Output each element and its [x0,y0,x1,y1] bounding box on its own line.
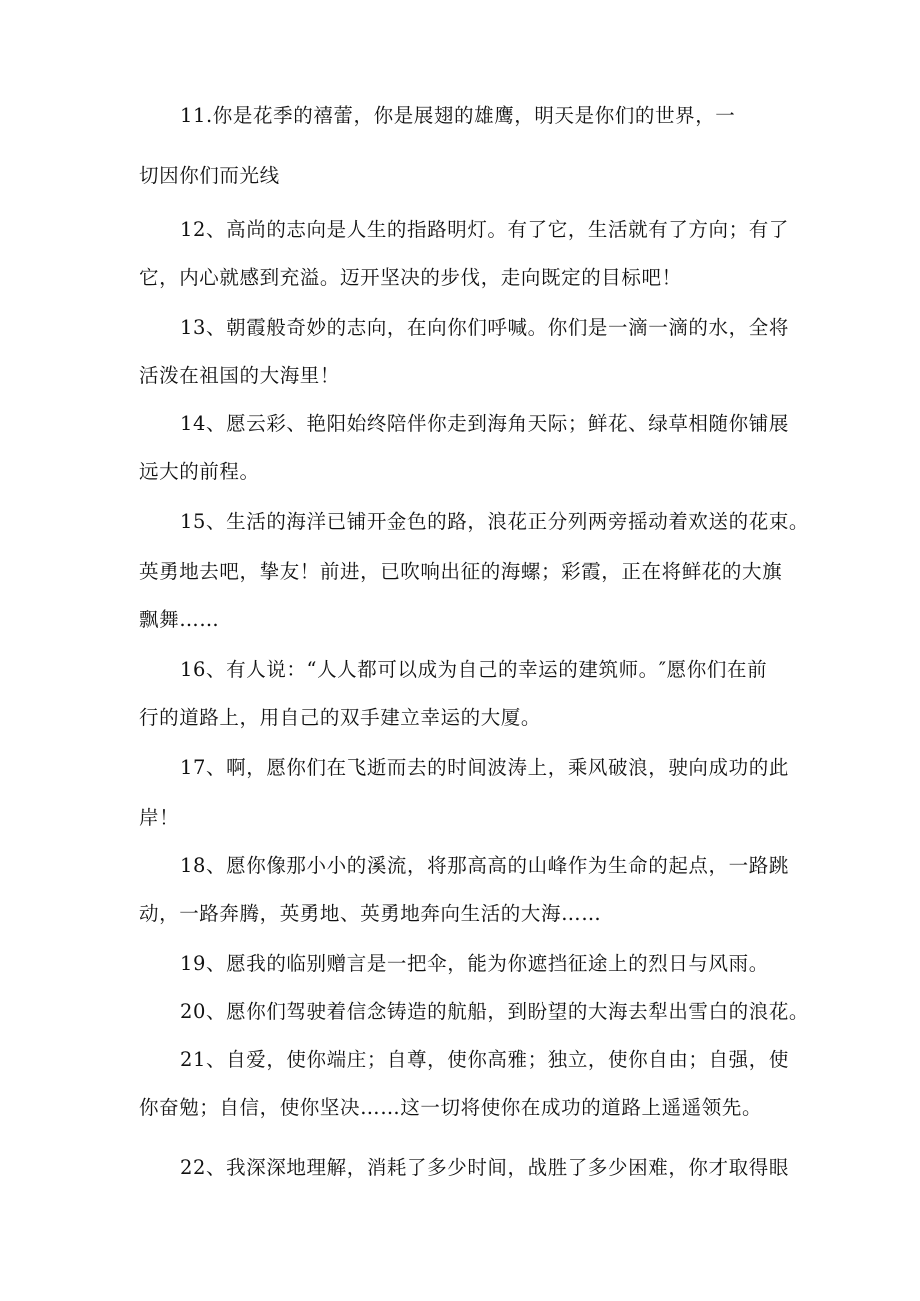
paragraph-12-line-1: 12、高尚的志向是人生的指路明灯。有了它，生活就有了方向；有了 [180,218,789,241]
paragraph-18-line-1: 18、愿你像那小小的溪流，将那高高的山峰作为生命的起点，一路跳 [180,854,789,877]
paragraph-15-line-3: 飘舞…… [139,608,220,631]
paragraph-11-line-2: 切因你们而光线 [139,164,280,187]
paragraph-18-line-2: 动，一路奔腾，英勇地、英勇地奔向生活的大海…… [139,902,602,925]
paragraph-22-line-1: 22、我深深地理解，消耗了多少时间，战胜了多少困难，你才取得眼 [180,1156,789,1179]
paragraph-20-line-1: 20、愿你们驾驶着信念铸造的航船，到盼望的大海去犁出雪白的浪花。 [180,1000,810,1023]
paragraph-19-line-1: 19、愿我的临别赠言是一把伞，能为你遮挡征途上的烈日与风雨。 [180,952,769,975]
paragraph-21-line-2: 你奋勉；自信，使你坚决……这一切将使你在成功的道路上遥遥领先。 [139,1096,763,1119]
paragraph-14-line-1: 14、愿云彩、艳阳始终陪伴你走到海角天际；鲜花、绿草相随你铺展 [180,412,789,435]
paragraph-14-line-2: 远大的前程。 [139,460,260,483]
paragraph-17-line-2: 岸！ [139,806,180,829]
paragraph-21-line-1: 21、自爱，使你端庄；自尊，使你高雅；独立，使你自由；自强，使 [180,1048,789,1071]
paragraph-17-line-1: 17、啊，愿你们在飞逝而去的时间波涛上，乘风破浪，驶向成功的此 [180,756,789,779]
paragraph-13-line-2: 活泼在祖国的大海里！ [139,364,341,387]
paragraph-13-line-1: 13、朝霞般奇妙的志向，在向你们呼喊。你们是一滴一滴的水，全将 [180,316,789,339]
paragraph-11-line-1: 11.你是花季的禧蕾，你是展翅的雄鹰，明天是你们的世界，一 [180,104,736,127]
paragraph-12-line-2: 它，内心就感到充溢。迈开坚决的步伐，走向既定的目标吧！ [139,266,682,289]
paragraph-16-line-2: 行的道路上，用自己的双手建立幸运的大厦。 [139,706,542,729]
paragraph-16-line-1: 16、有人说：“人人都可以成为自己的幸运的建筑师。″愿你们在前 [180,658,768,681]
paragraph-15-line-1: 15、生活的海洋已铺开金色的路，浪花正分列两旁摇动着欢送的花束。 [180,510,810,533]
paragraph-15-line-2: 英勇地去吧，挚友！前进，已吹响出征的海螺；彩霞，正在将鲜花的大旗 [139,560,783,583]
